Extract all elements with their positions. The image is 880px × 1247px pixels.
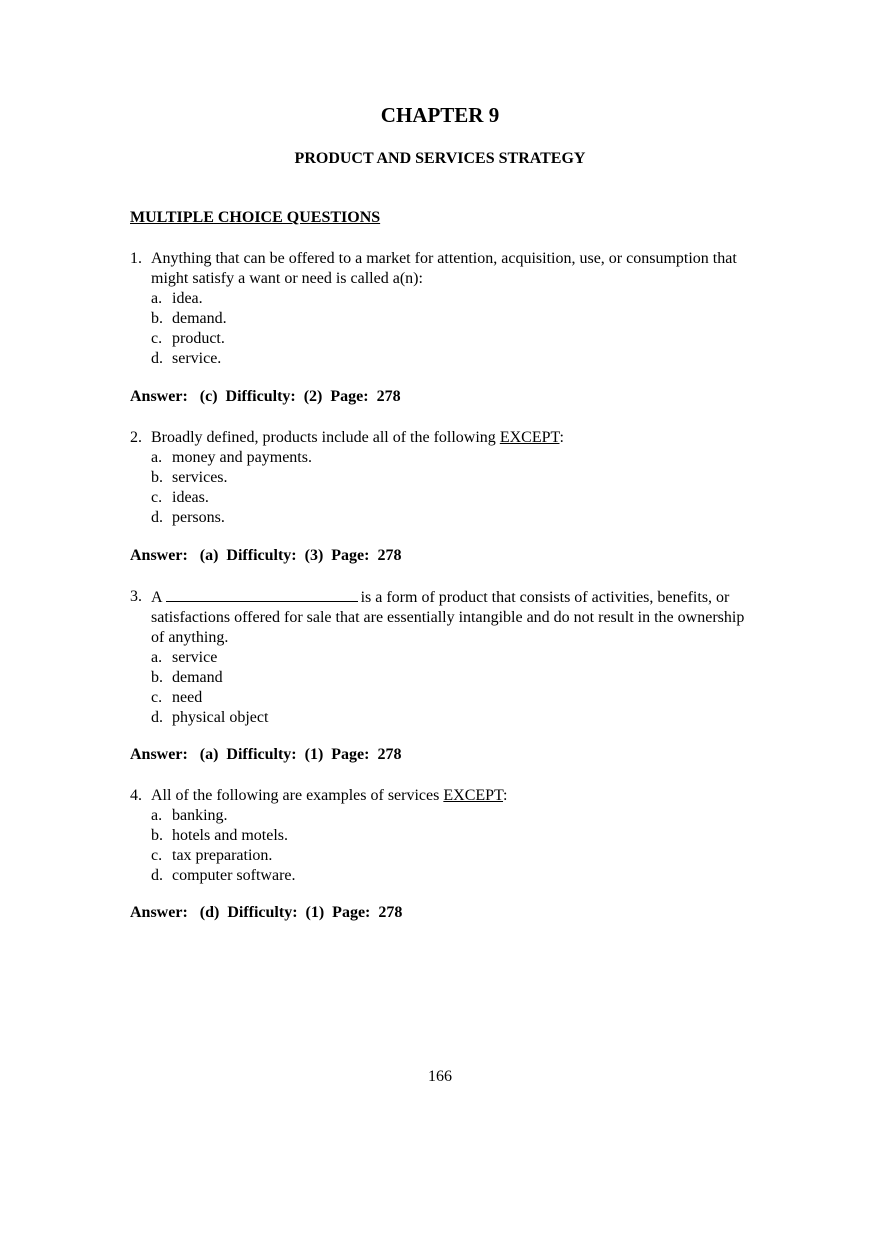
question-1	[130, 249, 750, 369]
option-text: service.	[172, 350, 222, 367]
option-b	[151, 468, 750, 488]
option-letter: c.	[151, 689, 163, 706]
chapter-title: CHAPTER 9	[380, 103, 500, 127]
question-stem	[130, 249, 750, 289]
option-text: hotels and motels.	[172, 827, 288, 844]
question-2	[130, 428, 750, 528]
option-letter: a.	[151, 649, 163, 666]
question-stem	[130, 587, 750, 648]
answer-line-2: Answer: (a) Difficulty: (3) Page: 278	[130, 547, 402, 564]
answer-line-4: Answer: (d) Difficulty: (1) Page: 278	[130, 904, 403, 921]
option-b	[151, 826, 750, 846]
fill-in-blank	[166, 587, 358, 602]
question-text: A	[151, 589, 163, 606]
option-letter: d.	[151, 709, 163, 726]
option-d	[151, 866, 750, 886]
option-letter: a.	[151, 449, 163, 466]
section-heading: MULTIPLE CHOICE QUESTIONS	[130, 209, 381, 226]
question-3	[130, 587, 750, 728]
option-d	[151, 708, 750, 728]
option-letter: c.	[151, 330, 163, 347]
option-letter: c.	[151, 489, 163, 506]
option-text: demand.	[172, 310, 227, 327]
option-a	[151, 648, 750, 668]
option-text: persons.	[172, 509, 225, 526]
option-letter: b.	[151, 669, 163, 686]
question-stem	[130, 786, 750, 806]
option-letter: b.	[151, 469, 163, 486]
question-number: 3.	[130, 588, 142, 605]
option-b	[151, 668, 750, 688]
option-text: ideas.	[172, 489, 209, 506]
option-d	[151, 508, 750, 528]
option-text: services.	[172, 469, 228, 486]
options-list	[130, 648, 750, 728]
option-b	[151, 309, 750, 329]
question-text: Anything that can be offered to a market for attention, acquisition, use, or consumption that might satisfy a want or need is called a(n):	[151, 250, 737, 287]
option-text: product.	[172, 330, 225, 347]
question-number: 1.	[130, 250, 142, 267]
options-list	[130, 289, 750, 369]
option-letter: d.	[151, 350, 163, 367]
option-text: service	[172, 649, 218, 666]
option-letter: c.	[151, 847, 163, 864]
option-text: demand	[172, 669, 223, 686]
answer-line-3: Answer: (a) Difficulty: (1) Page: 278	[130, 746, 402, 763]
options-list	[130, 448, 750, 528]
option-a	[151, 289, 750, 309]
question-stem	[130, 428, 750, 448]
option-letter: b.	[151, 310, 163, 327]
option-c	[151, 488, 750, 508]
question-number: 2.	[130, 429, 142, 446]
option-a	[151, 806, 750, 826]
option-c	[151, 688, 750, 708]
answer-line-1: Answer: (c) Difficulty: (2) Page: 278	[130, 388, 401, 405]
except-emphasis: EXCEPT	[499, 429, 560, 446]
question-text: All of the following are examples of services	[151, 787, 444, 804]
option-letter: d.	[151, 509, 163, 526]
option-text: physical object	[172, 709, 269, 726]
question-4	[130, 786, 750, 886]
page-number: 166	[428, 1068, 452, 1085]
option-d	[151, 349, 750, 369]
question-text-end: :	[559, 429, 564, 446]
option-letter: b.	[151, 827, 163, 844]
question-number: 4.	[130, 787, 142, 804]
option-letter: a.	[151, 807, 163, 824]
question-text-end: is a form of product that consists of activities, benefits, or satisfactions offered for sale that are essentially intangible and do not result in the ownership of anything.	[151, 589, 745, 646]
option-text: money and payments.	[172, 449, 312, 466]
option-text: need	[172, 689, 203, 706]
options-list	[130, 806, 750, 886]
option-letter: a.	[151, 290, 163, 307]
option-c	[151, 846, 750, 866]
question-text-end: :	[503, 787, 508, 804]
option-text: computer software.	[172, 867, 296, 884]
except-emphasis: EXCEPT	[443, 787, 504, 804]
option-text: banking.	[172, 807, 228, 824]
option-a	[151, 448, 750, 468]
chapter-subtitle: PRODUCT AND SERVICES STRATEGY	[294, 150, 586, 167]
option-text: tax preparation.	[172, 847, 273, 864]
option-c	[151, 329, 750, 349]
option-text: idea.	[172, 290, 203, 307]
option-letter: d.	[151, 867, 163, 884]
question-text: Broadly defined, products include all of the following	[151, 429, 500, 446]
